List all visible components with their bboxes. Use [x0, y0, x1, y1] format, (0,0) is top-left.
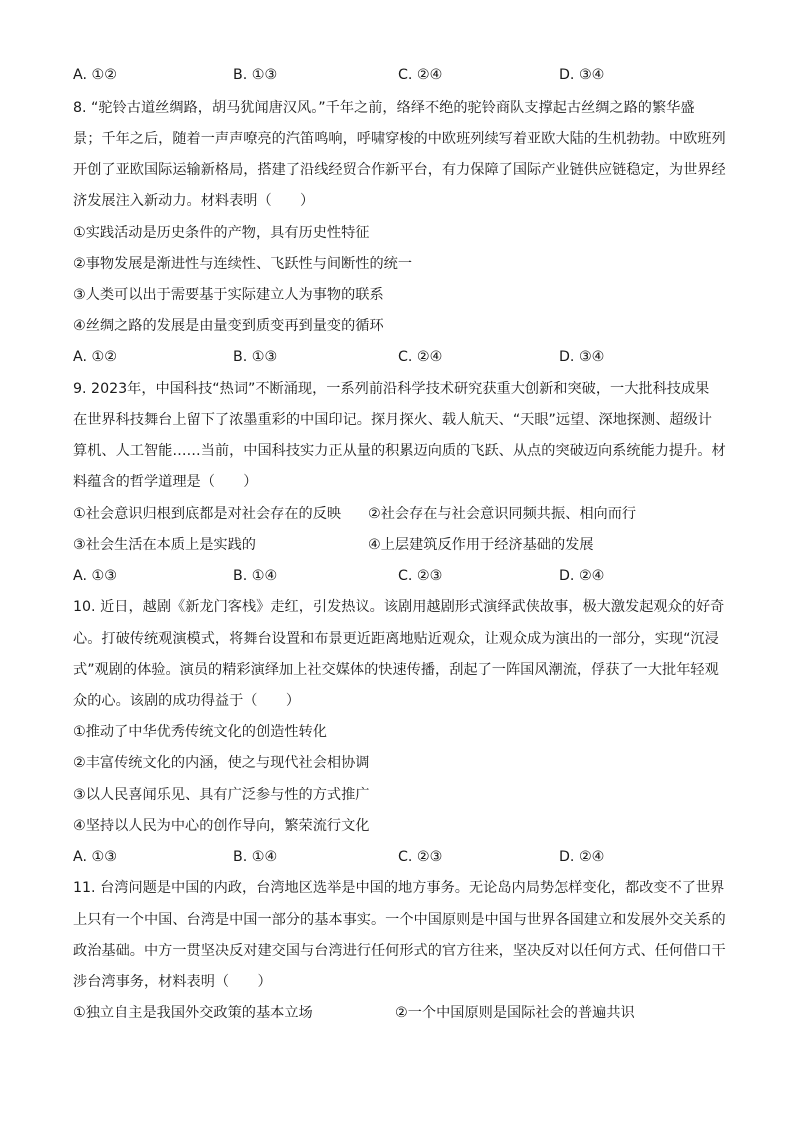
q9-stem-line-3: 算机、人工智能……当前，中国科技实力正从量的积累迈向质的飞跃、从点的突破迈向系统能力提升。材 [73, 443, 726, 459]
q11-stem-line-2: 上只有一个中国、台湾是中国一部分的基本事实。一个中国原则是中国与世界各国建立和发展外交关系的 [73, 912, 726, 928]
q9-option-b[interactable]: B. ①④ [233, 568, 278, 584]
q10-stem-line-3: 式”观剧的体验。演员的精彩演绎加上社交媒体的快速传播，刮起了一阵国风潮流，俘获了一大批年轻观 [73, 662, 719, 678]
q10-statement-4: ④坚持以人民为中心的创作导向，繁荣流行文化 [73, 818, 370, 834]
q8-statement-2: ②事物发展是渐进性与连续性、飞跃性与间断性的统一 [73, 256, 413, 272]
q10-stem-line-2: 心。打破传统观演模式，将舞台设置和布景更近距离地贴近观众，让观众成为演出的一部分，实现“沉浸 [73, 631, 719, 647]
q9-statement-3: ③社会生活在本质上是实践的 [73, 537, 256, 553]
q10-options [73, 848, 733, 866]
q8-statement-1: ①实践活动是历史条件的产物，具有历史性特征 [73, 225, 370, 241]
q9-statements-row-1 [73, 505, 733, 523]
q11-stem-line-3: 政治基础。中方一贯坚决反对建交国与台湾进行任何形式的官方往来，坚决反对以任何方式、任何借口干 [73, 943, 726, 959]
q9-option-a[interactable]: A. ①③ [73, 568, 117, 584]
q8-stem-line-2: 景；千年之后，随着一声声嘹亮的汽笛鸣响，呼啸穿梭的中欧班列续写着亚欧大陆的生机勃勃。中欧班列 [73, 131, 726, 147]
q10-option-d[interactable]: D. ②④ [559, 849, 605, 865]
q8-option-c[interactable]: C. ②④ [398, 349, 443, 365]
q9-option-c[interactable]: C. ②③ [398, 568, 443, 584]
q9-options [73, 567, 733, 585]
q8-statement-4: ④丝绸之路的发展是由量变到质变再到量变的循环 [73, 318, 384, 334]
q9-statement-1: ①社会意识归根到底都是对社会存在的反映 [73, 506, 342, 522]
q7-option-a[interactable]: A. ①② [73, 67, 117, 83]
q11-statement-1: ①独立自主是我国外交政策的基本立场 [73, 1005, 313, 1021]
q9-statement-4: ④上层建筑反作用于经济基础的发展 [368, 537, 594, 553]
q7-options [73, 66, 733, 84]
q10-option-c[interactable]: C. ②③ [398, 849, 443, 865]
q11-stem-line-4: 涉台湾事务，材料表明（ ） [73, 974, 272, 990]
q10-option-b[interactable]: B. ①④ [233, 849, 278, 865]
q9-stem-line-2: 在世界科技舞台上留下了浓墨重彩的中国印记。探月探火、载人航天、“天眼”远望、深地探测、超级计 [73, 412, 712, 428]
q9-option-d[interactable]: D. ②④ [559, 568, 605, 584]
q9-statement-2: ②社会存在与社会意识同频共振、相向而行 [368, 506, 637, 522]
q10-option-a[interactable]: A. ①③ [73, 849, 117, 865]
q7-option-b[interactable]: B. ①③ [233, 67, 278, 83]
q7-option-c[interactable]: C. ②④ [398, 67, 443, 83]
q10-statement-3: ③以人民喜闻乐见、具有广泛参与性的方式推广 [73, 787, 370, 803]
q8-stem-line-4: 济发展注入新动力。材料表明（ ） [73, 193, 315, 209]
q9-stem-line-1: 9. 2023年，中国科技“热词”不断涌现，一系列前沿科学技术研究获重大创新和突破，一大批科技成果 [73, 381, 710, 397]
q7-option-d[interactable]: D. ③④ [559, 67, 605, 83]
q8-option-d[interactable]: D. ③④ [559, 349, 605, 365]
q8-stem-line-1: 8. “驼铃古道丝绸路，胡马犹闻唐汉风。”千年之前，络绎不绝的驼铃商队支撑起古丝绸之路的繁华盛 [73, 100, 695, 116]
q10-statement-1: ①推动了中华优秀传统文化的创造性转化 [73, 724, 327, 740]
q10-statement-2: ②丰富传统文化的内涵，使之与现代社会相协调 [73, 755, 370, 771]
q11-statements-row-1 [73, 1004, 733, 1022]
q9-stem-line-4: 料蕴含的哲学道理是（ ） [73, 474, 258, 490]
q8-statement-3: ③人类可以出于需要基于实际建立人为事物的联系 [73, 287, 384, 303]
q9-statements-row-2 [73, 536, 733, 554]
q8-stem-line-3: 开创了亚欧国际运输新格局，搭建了沿线经贸合作新平台，有力保障了国际产业链供应链稳定，为世界经 [73, 162, 726, 178]
q11-statement-2: ②一个中国原则是国际社会的普遍共识 [395, 1005, 635, 1021]
q11-stem-line-1: 11. 台湾问题是中国的内政，台湾地区选举是中国的地方事务。无论岛内局势怎样变化，都改变不了世界 [73, 880, 725, 896]
q8-option-b[interactable]: B. ①③ [233, 349, 278, 365]
q8-option-a[interactable]: A. ①② [73, 349, 117, 365]
q8-options [73, 348, 733, 366]
q10-stem-line-4: 众的心。该剧的成功得益于（ ） [73, 693, 301, 709]
q10-stem-line-1: 10. 近日，越剧《新龙门客栈》走红，引发热议。该剧用越剧形式演绎武侠故事，极大激发起观众的好奇 [73, 599, 725, 615]
